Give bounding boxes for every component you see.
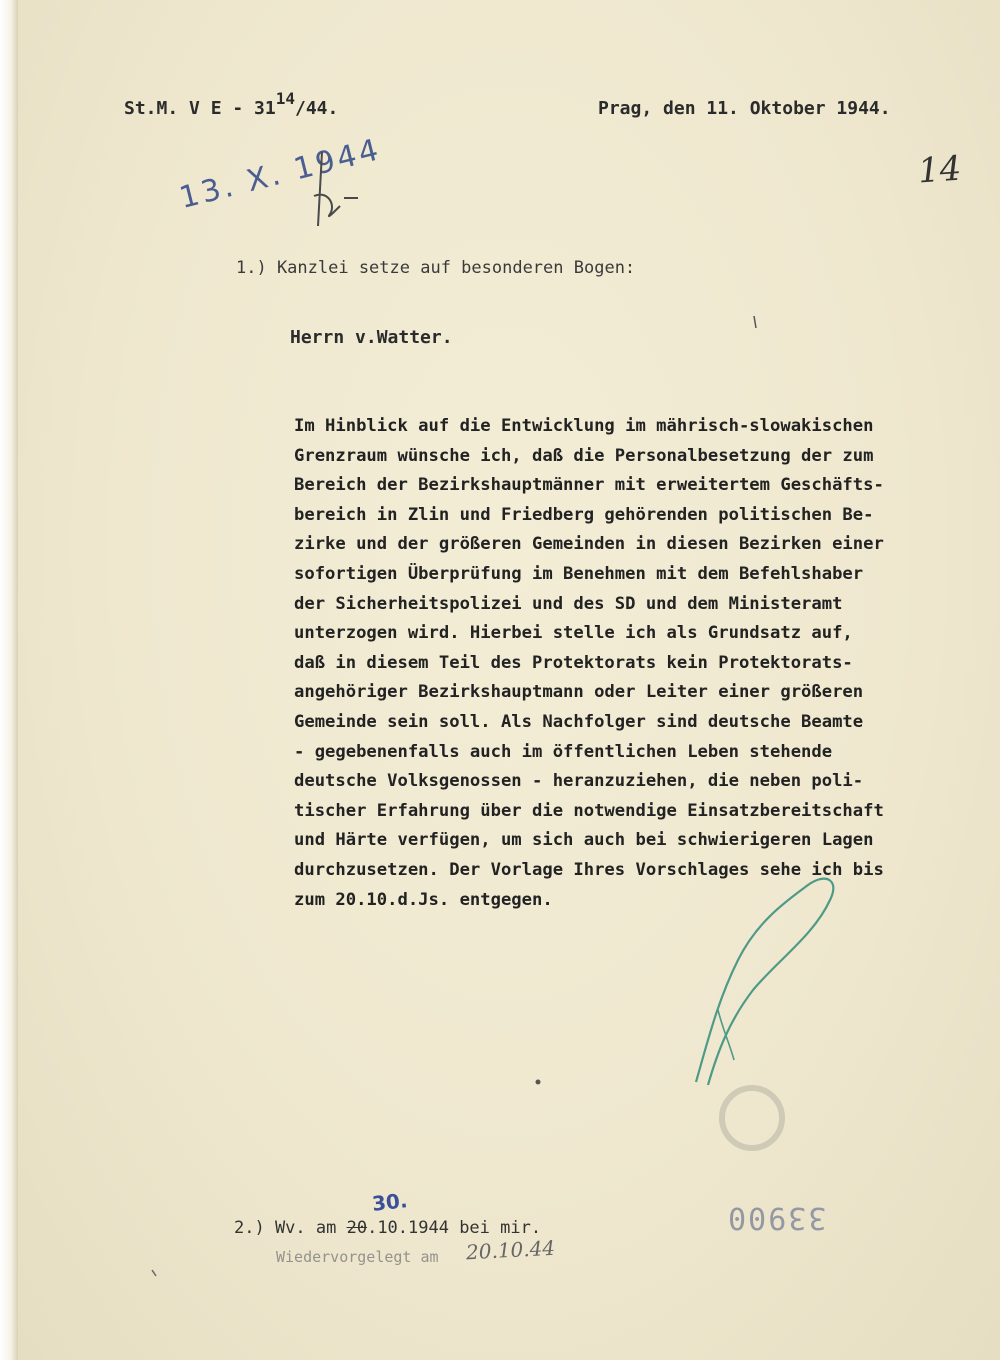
body-line: Grenzraum wünsche ich, daß die Personalbesetzung der zum	[294, 445, 874, 466]
filing-number-stamp: 33900	[726, 1200, 827, 1235]
file-reference-prefix: St.M. V E - 31	[124, 98, 276, 119]
paper-left-edge	[0, 0, 18, 1360]
handwritten-date-correction: 30.	[370, 1188, 409, 1216]
resubmitted-date: 20.10.44	[465, 1235, 556, 1265]
body-line: zum 20.10.d.Js. entgegen.	[294, 889, 553, 910]
paper-mark	[152, 1270, 156, 1276]
initials-signature-mark	[314, 152, 358, 226]
body-line: der Sicherheitspolizei und des SD und dem Ministeramt	[294, 593, 843, 614]
paper-speck	[536, 1080, 541, 1085]
body-line: Gemeinde sein soll. Als Nachfolger sind deutsche Beamte	[294, 711, 864, 732]
file-reference-suffix: /44.	[294, 98, 339, 119]
handwriting-overlay	[18, 0, 1000, 1360]
body-line: tischer Erfahrung über die notwendige Einsatzbereitschaft	[294, 800, 884, 821]
received-date-stamp: 13. X. 1944	[176, 132, 385, 216]
handwritten-page-number: 14	[916, 148, 963, 192]
body-line: bereich in Zlin und Friedberg gehörenden politischen Be-	[294, 504, 874, 525]
body-line: - gegebenenfalls auch im öffentlichen Leben stehende	[294, 741, 833, 762]
addressee: Herrn v.Watter.	[290, 327, 453, 348]
faint-round-stamp-icon	[722, 1088, 782, 1148]
item-2-prefix: 2.) Wv. am	[234, 1218, 347, 1238]
body-line: durchzusetzen. Der Vorlage Ihres Vorschlages sehe ich bis	[294, 859, 884, 880]
paper-mark	[754, 316, 756, 328]
body-line: daß in diesem Teil des Protektorats kein Protektorats-	[294, 652, 853, 673]
body-line: sofortigen Überprüfung im Benehmen mit dem Befehlshaber	[294, 563, 864, 584]
body-line: Im Hinblick auf die Entwicklung im mährisch-slowakischen	[294, 416, 874, 436]
green-signature-tail	[718, 1010, 734, 1060]
item-1-instruction: 1.) Kanzlei setze auf besonderen Bogen:	[236, 258, 636, 278]
body-line: und Härte verfügen, um sich auch bei schwierigeren Lagen	[294, 830, 874, 851]
file-reference-superscript: 14	[275, 89, 295, 108]
body-line: Bereich der Bezirkshauptmänner mit erweitertem Geschäfts-	[294, 475, 884, 496]
struck-day-value: 20	[346, 1218, 368, 1238]
green-signature-icon	[696, 879, 833, 1085]
body-line: angehöriger Bezirkshauptmann oder Leiter einer größeren	[294, 682, 864, 703]
item-2-suffix: .10.1944 bei mir.	[367, 1218, 542, 1238]
body-line: zirke und der größeren Gemeinden in diesen Bezirken einer	[294, 534, 884, 555]
resubmitted-stamp-label: Wiedervorgelegt am	[276, 1248, 439, 1266]
body-line: deutsche Volksgenossen - heranzuziehen, die neben poli-	[294, 771, 864, 792]
place-and-date: Prag, den 11. Oktober 1944.	[598, 98, 891, 119]
body-line: unterzogen wird. Hierbei stelle ich als Grundsatz auf,	[294, 623, 853, 644]
document-page	[18, 0, 1000, 1360]
